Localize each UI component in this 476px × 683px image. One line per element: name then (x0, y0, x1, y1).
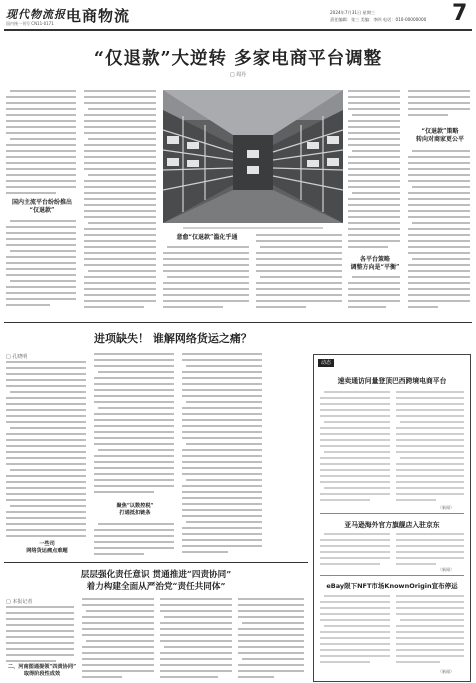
news-item1-source: （新闻） (438, 505, 454, 510)
news-item2-source: （新闻） (438, 567, 454, 572)
page-number: 7 (452, 1, 468, 26)
story3-byline: □ 本报记者 (6, 599, 33, 605)
newspaper-sub-info: 国内统一刊号 CN11-0171 (6, 21, 54, 26)
section-rule-1 (4, 322, 472, 323)
section-rule-2 (4, 562, 308, 563)
news-item3-title: eBay限下NFT市场KnownOrigin宣布停运 (326, 582, 458, 590)
newspaper-logo: 现代物流报 (6, 8, 66, 21)
story3-subhead-1: 二、河南图通提领“四责协同” 取得阶段性成效 (7, 664, 77, 677)
story2-subhead-1: 聚焦“以数控税” 打通抵扣链条 (116, 503, 154, 516)
warehouse-photo (163, 90, 343, 223)
main-col5 (348, 90, 402, 313)
main-byline: □ 周丹 (229, 72, 247, 78)
story2-body (6, 353, 306, 560)
news-item2-title: 亚马逊海外官方旗舰店入驻京东 (344, 521, 440, 529)
masthead-rule (4, 29, 472, 31)
main-subhead-3: 各平台策略 调整方向是“平衡” (350, 256, 400, 271)
news-item3-source: （新闻） (438, 669, 454, 674)
news-tag: 动态 (318, 359, 334, 367)
story2-subhead-2: 一些司 网络货运痛点难题 (26, 541, 68, 554)
story3-headline: 层层强化责任意识 贯通推进“四责协同” 着力构建全面从严治党“责任共同体” (80, 570, 232, 592)
main-subhead-4: “仅退款”策略 转向对商家更公平 (415, 128, 464, 143)
main-col3 (163, 234, 251, 314)
masthead (0, 0, 476, 30)
section-title: 电商物流 (66, 7, 131, 25)
story3-body (6, 598, 306, 680)
main-subhead-1: 国内主流平台纷纷推出 “仅退款” (11, 199, 72, 214)
story2-headline: 进项缺失！ 谁解网络货运之痛？ (94, 332, 252, 345)
main-subhead-2: 意愈“仅退款”滥化乎通 (176, 234, 238, 241)
issue-date: 2024年7月31日 星期三 (330, 10, 376, 15)
main-col1 (6, 90, 78, 313)
main-headline: “仅退款”大逆转 多家电商平台调整 (93, 49, 383, 69)
story2-byline: □ 孔晓明 (6, 354, 28, 360)
news-box (313, 354, 471, 682)
warehouse-image (163, 90, 343, 223)
main-col2 (84, 90, 158, 313)
editor-info: 责任编辑：张三 美编：李四 电话：010-00000000 (330, 17, 427, 22)
main-col4 (256, 234, 344, 314)
main-col6 (408, 90, 472, 313)
news-item1-title: 速卖通访问量登顶巴西跨境电商平台 (337, 377, 447, 385)
